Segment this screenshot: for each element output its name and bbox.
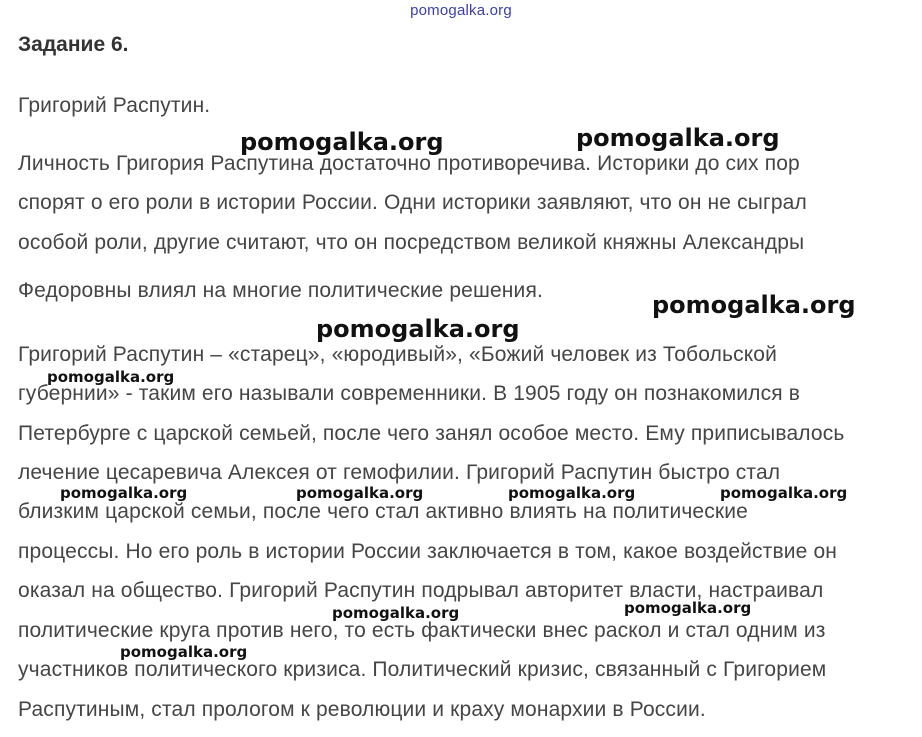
task-title: Задание 6. bbox=[18, 33, 129, 56]
watermark: pomogalka.org bbox=[120, 643, 248, 661]
paragraph-2-line: губернии» - таким его называли современники. В 1905 году он познакомился в bbox=[18, 382, 801, 405]
watermark: pomogalka.org bbox=[60, 484, 188, 502]
paragraph-2-line: Распутиным, стал прологом к революции и краху монархии в России. bbox=[18, 698, 706, 721]
paragraph-2-line: близким царской семьи, после чего стал активно влиять на политические bbox=[18, 500, 748, 523]
paragraph-2-line: политические круга против него, то есть фактически внес раскол и стал одним из bbox=[18, 619, 826, 642]
paragraph-2-line: оказал на общество. Григорий Распутин подрывал авторитет власти, настраивал bbox=[18, 579, 824, 602]
paragraph-1-line: Личность Григория Распутина достаточно противоречива. Историки до сих пор bbox=[18, 152, 800, 175]
watermark: pomogalka.org bbox=[720, 484, 848, 502]
paragraph-2-line: Григорий Распутин – «старец», «юродивый», «Божий человек из Тобольской bbox=[18, 343, 778, 366]
watermark: pomogalka.org bbox=[332, 604, 460, 622]
paragraph-2-line: процессы. Но его роль в истории России заключается в том, какое воздействие он bbox=[18, 540, 838, 563]
watermark: pomogalka.org bbox=[47, 368, 175, 386]
paragraph-2-line: Петербурге с царской семьей, после чего занял особое место. Ему приписывалось bbox=[18, 422, 845, 445]
paragraph-1-line: спорят о его роли в истории России. Одни историки заявляют, что он не сыграл bbox=[18, 191, 807, 214]
site-header-link[interactable]: pomogalka.org bbox=[410, 2, 512, 19]
paragraph-1-line: особой роли, другие считают, что он посредством великой княжны Александры bbox=[18, 231, 805, 254]
watermark: pomogalka.org bbox=[296, 484, 424, 502]
paragraph-2-line: участников политического кризиса. Политический кризис, связанный с Григорием bbox=[18, 658, 827, 681]
watermark: pomogalka.org bbox=[652, 291, 856, 319]
watermark: pomogalka.org bbox=[316, 315, 520, 343]
watermark: pomogalka.org bbox=[240, 128, 444, 156]
paragraph-1-line: Федоровны влиял на многие политические решения. bbox=[18, 279, 543, 302]
watermark: pomogalka.org bbox=[508, 484, 636, 502]
watermark: pomogalka.org bbox=[576, 124, 780, 152]
subject-heading: Григорий Распутин. bbox=[18, 94, 211, 117]
paragraph-2-line: лечение цесаревича Алексея от гемофилии. Григорий Распутин быстро стал bbox=[18, 461, 781, 484]
watermark: pomogalka.org bbox=[624, 599, 752, 617]
